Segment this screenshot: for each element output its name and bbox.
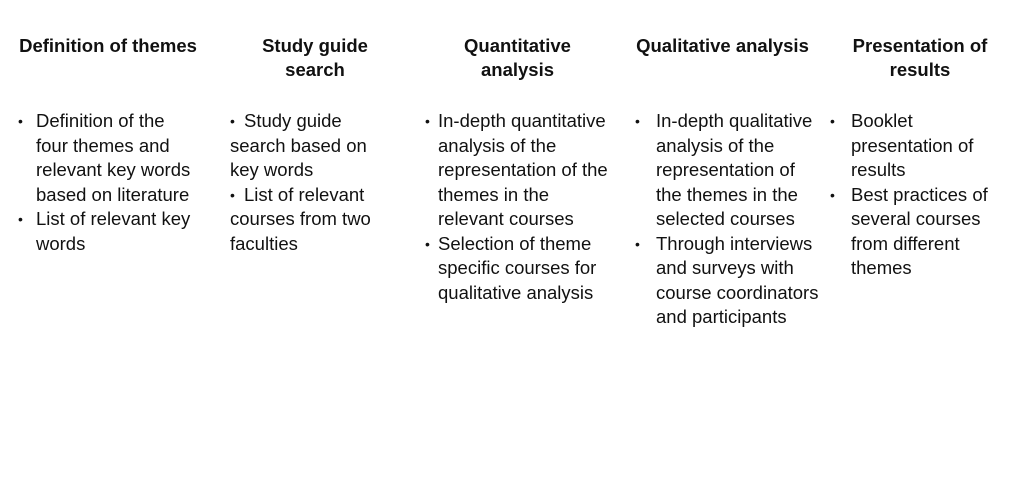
list-item-text: Booklet presentation of results <box>851 110 974 180</box>
bullet-icon: • <box>425 235 430 252</box>
bullet-icon: • <box>830 186 835 203</box>
bullet-list <box>635 109 825 330</box>
list-item-text: Study guide search based on key words <box>230 110 367 180</box>
bullet-icon: • <box>635 113 640 129</box>
bullet-icon: • <box>230 186 235 203</box>
column-definition-of-themes <box>18 34 198 254</box>
bullet-icon: • <box>18 211 23 227</box>
list-item-text: Selection of theme specific courses for qualitative analysis <box>438 232 597 303</box>
list-item <box>230 109 400 183</box>
list-item-text: Definition of the four themes and relevant key words based on literature <box>36 110 191 205</box>
bullet-icon: • <box>425 113 430 129</box>
column-title: Quantitative analysis <box>464 35 571 80</box>
list-item <box>425 232 610 306</box>
list-item-text: Best practices of several courses from different themes <box>851 183 988 278</box>
bullet-icon: • <box>635 235 640 252</box>
list-item-text: List of relevant courses from two faculties <box>230 183 371 254</box>
list-item <box>230 183 400 257</box>
list-item <box>830 109 1010 183</box>
column-title: Study guide search <box>262 35 368 80</box>
column-title: Qualitative analysis <box>636 35 809 56</box>
list-item-text: List of relevant key words <box>36 208 191 254</box>
column-title: Presentation of results <box>852 35 988 80</box>
list-item <box>830 183 1010 281</box>
column-presentation-of-results <box>830 34 1010 278</box>
list-item-text: In-depth qualitative analysis of the representation of the themes in the selected courses <box>656 110 813 229</box>
bullet-list <box>18 109 198 256</box>
column-title: Definition of themes <box>19 35 197 56</box>
list-item <box>635 232 825 330</box>
list-item <box>18 207 198 256</box>
bullet-list <box>830 109 1010 281</box>
list-item <box>425 109 610 232</box>
bullet-list <box>425 109 610 305</box>
bullet-icon: • <box>18 113 23 129</box>
list-item-text: Through interviews and surveys with course coordinators and participants <box>656 232 819 327</box>
column-quantitative-analysis <box>425 34 610 303</box>
bullet-icon: • <box>830 113 835 129</box>
bullet-icon: • <box>230 113 235 129</box>
list-item <box>18 109 198 207</box>
list-item <box>635 109 825 232</box>
column-qualitative-analysis <box>635 34 825 327</box>
list-item-text: In-depth quantitative analysis of the representation of the themes in the relevant courses <box>438 110 608 229</box>
bullet-list <box>230 109 400 256</box>
column-study-guide-search <box>230 34 400 254</box>
